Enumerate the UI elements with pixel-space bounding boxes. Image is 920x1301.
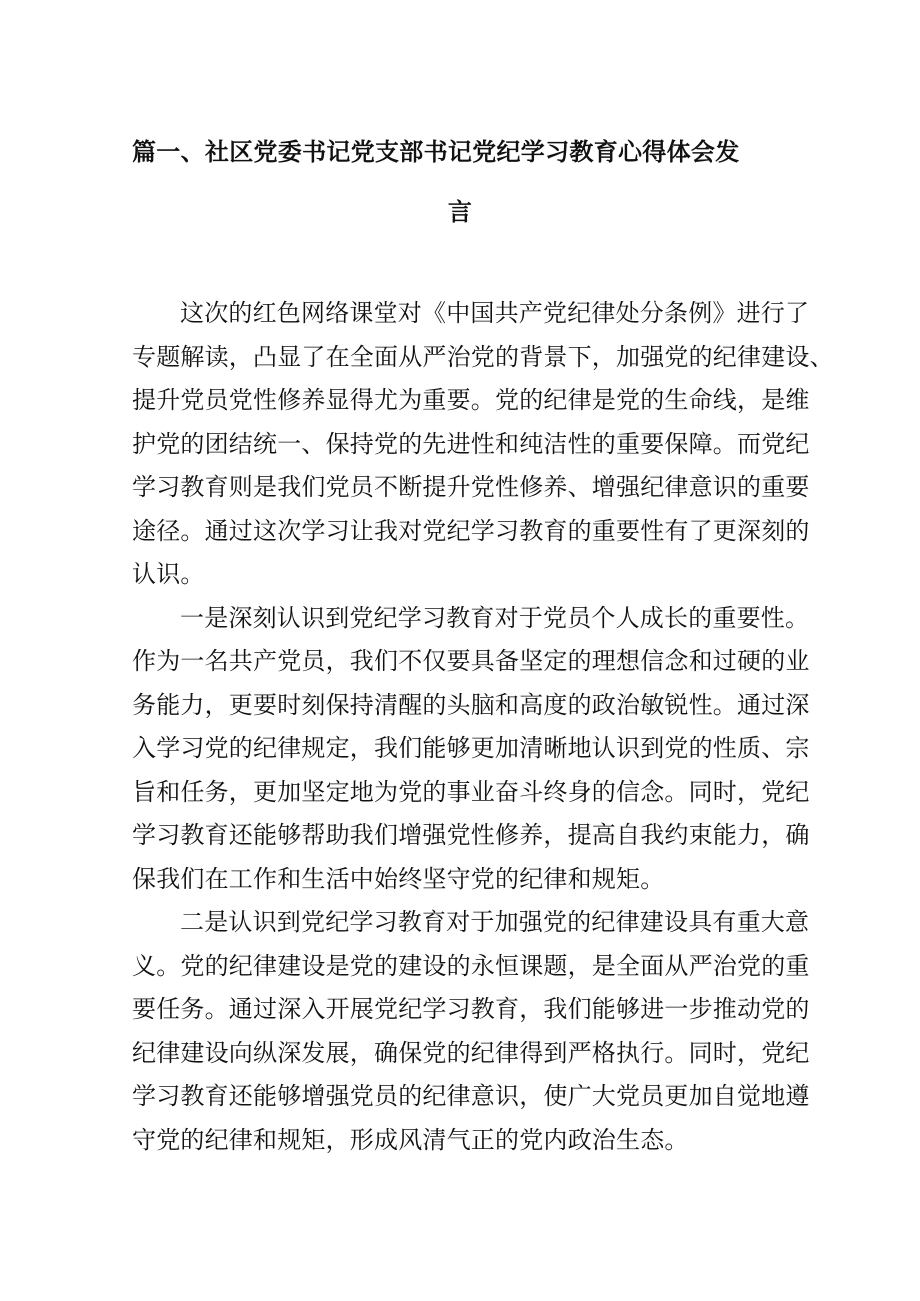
paragraph-2	[132, 597, 812, 902]
paragraph-line: 保我们在工作和生活中始终坚守党的纪律和规矩。	[132, 864, 665, 893]
paragraph-line: 护党的团结统一、保持党的先进性和纯洁性的重要保障。而党纪	[132, 429, 810, 458]
paragraph-line: 守党的纪律和规矩，形成风清气正的党内政治生态。	[132, 1125, 689, 1154]
paragraph-line: 学习教育还能够帮助我们增强党性修养，提高自我约束能力，确	[132, 821, 810, 849]
document-title-line-1: 篇一、社区党委书记党支部书记党纪学习教育心得体会发	[132, 138, 740, 166]
paragraph-line: 学习教育则是我们党员不断提升党性修养、增强纪律意识的重要	[132, 473, 810, 501]
paragraph-3	[132, 901, 812, 1162]
document-title-line-2: 言	[447, 198, 473, 226]
paragraph-1	[132, 292, 834, 597]
paragraph-line: 途径。通过这次学习让我对党纪学习教育的重要性有了更深刻的	[132, 516, 810, 545]
paragraph-line: 认识。	[132, 560, 205, 588]
paragraph-line: 这次的红色网络课堂对《中国共产党纪律处分条例》进行了	[180, 299, 810, 327]
paragraph-line: 入学习党的纪律规定，我们能够更加清晰地认识到党的性质、宗	[132, 734, 810, 762]
paragraph-line: 务能力，更要时刻保持清醒的头脑和高度的政治敏锐性。通过深	[132, 690, 810, 719]
paragraph-line: 旨和任务，更加坚定地为党的事业奋斗终身的信念。同时，党纪	[132, 777, 810, 806]
paragraph-line: 一是深刻认识到党纪学习教育对于党员个人成长的重要性。	[180, 603, 810, 632]
paragraph-line: 二是认识到党纪学习教育对于加强党的纪律建设具有重大意	[180, 908, 810, 936]
paragraph-line: 义。党的纪律建设是党的建设的永恒课题，是全面从严治党的重	[132, 951, 810, 980]
paragraph-line: 专题解读，凸显了在全面从严治党的背景下，加强党的纪律建设、	[132, 342, 834, 371]
paragraph-line: 纪律建设向纵深发展，确保党的纪律得到严格执行。同时，党纪	[132, 1038, 810, 1067]
document-body	[132, 292, 834, 1162]
paragraph-line: 要任务。通过深入开展党纪学习教育，我们能够进一步推动党的	[132, 995, 810, 1023]
paragraph-line: 提升党员党性修养显得尤为重要。党的纪律是党的生命线，是维	[132, 386, 810, 414]
paragraph-line: 学习教育还能够增强党员的纪律意识，使广大党员更加自觉地遵	[132, 1082, 810, 1110]
paragraph-line: 作为一名共产党员，我们不仅要具备坚定的理想信念和过硬的业	[132, 647, 810, 675]
